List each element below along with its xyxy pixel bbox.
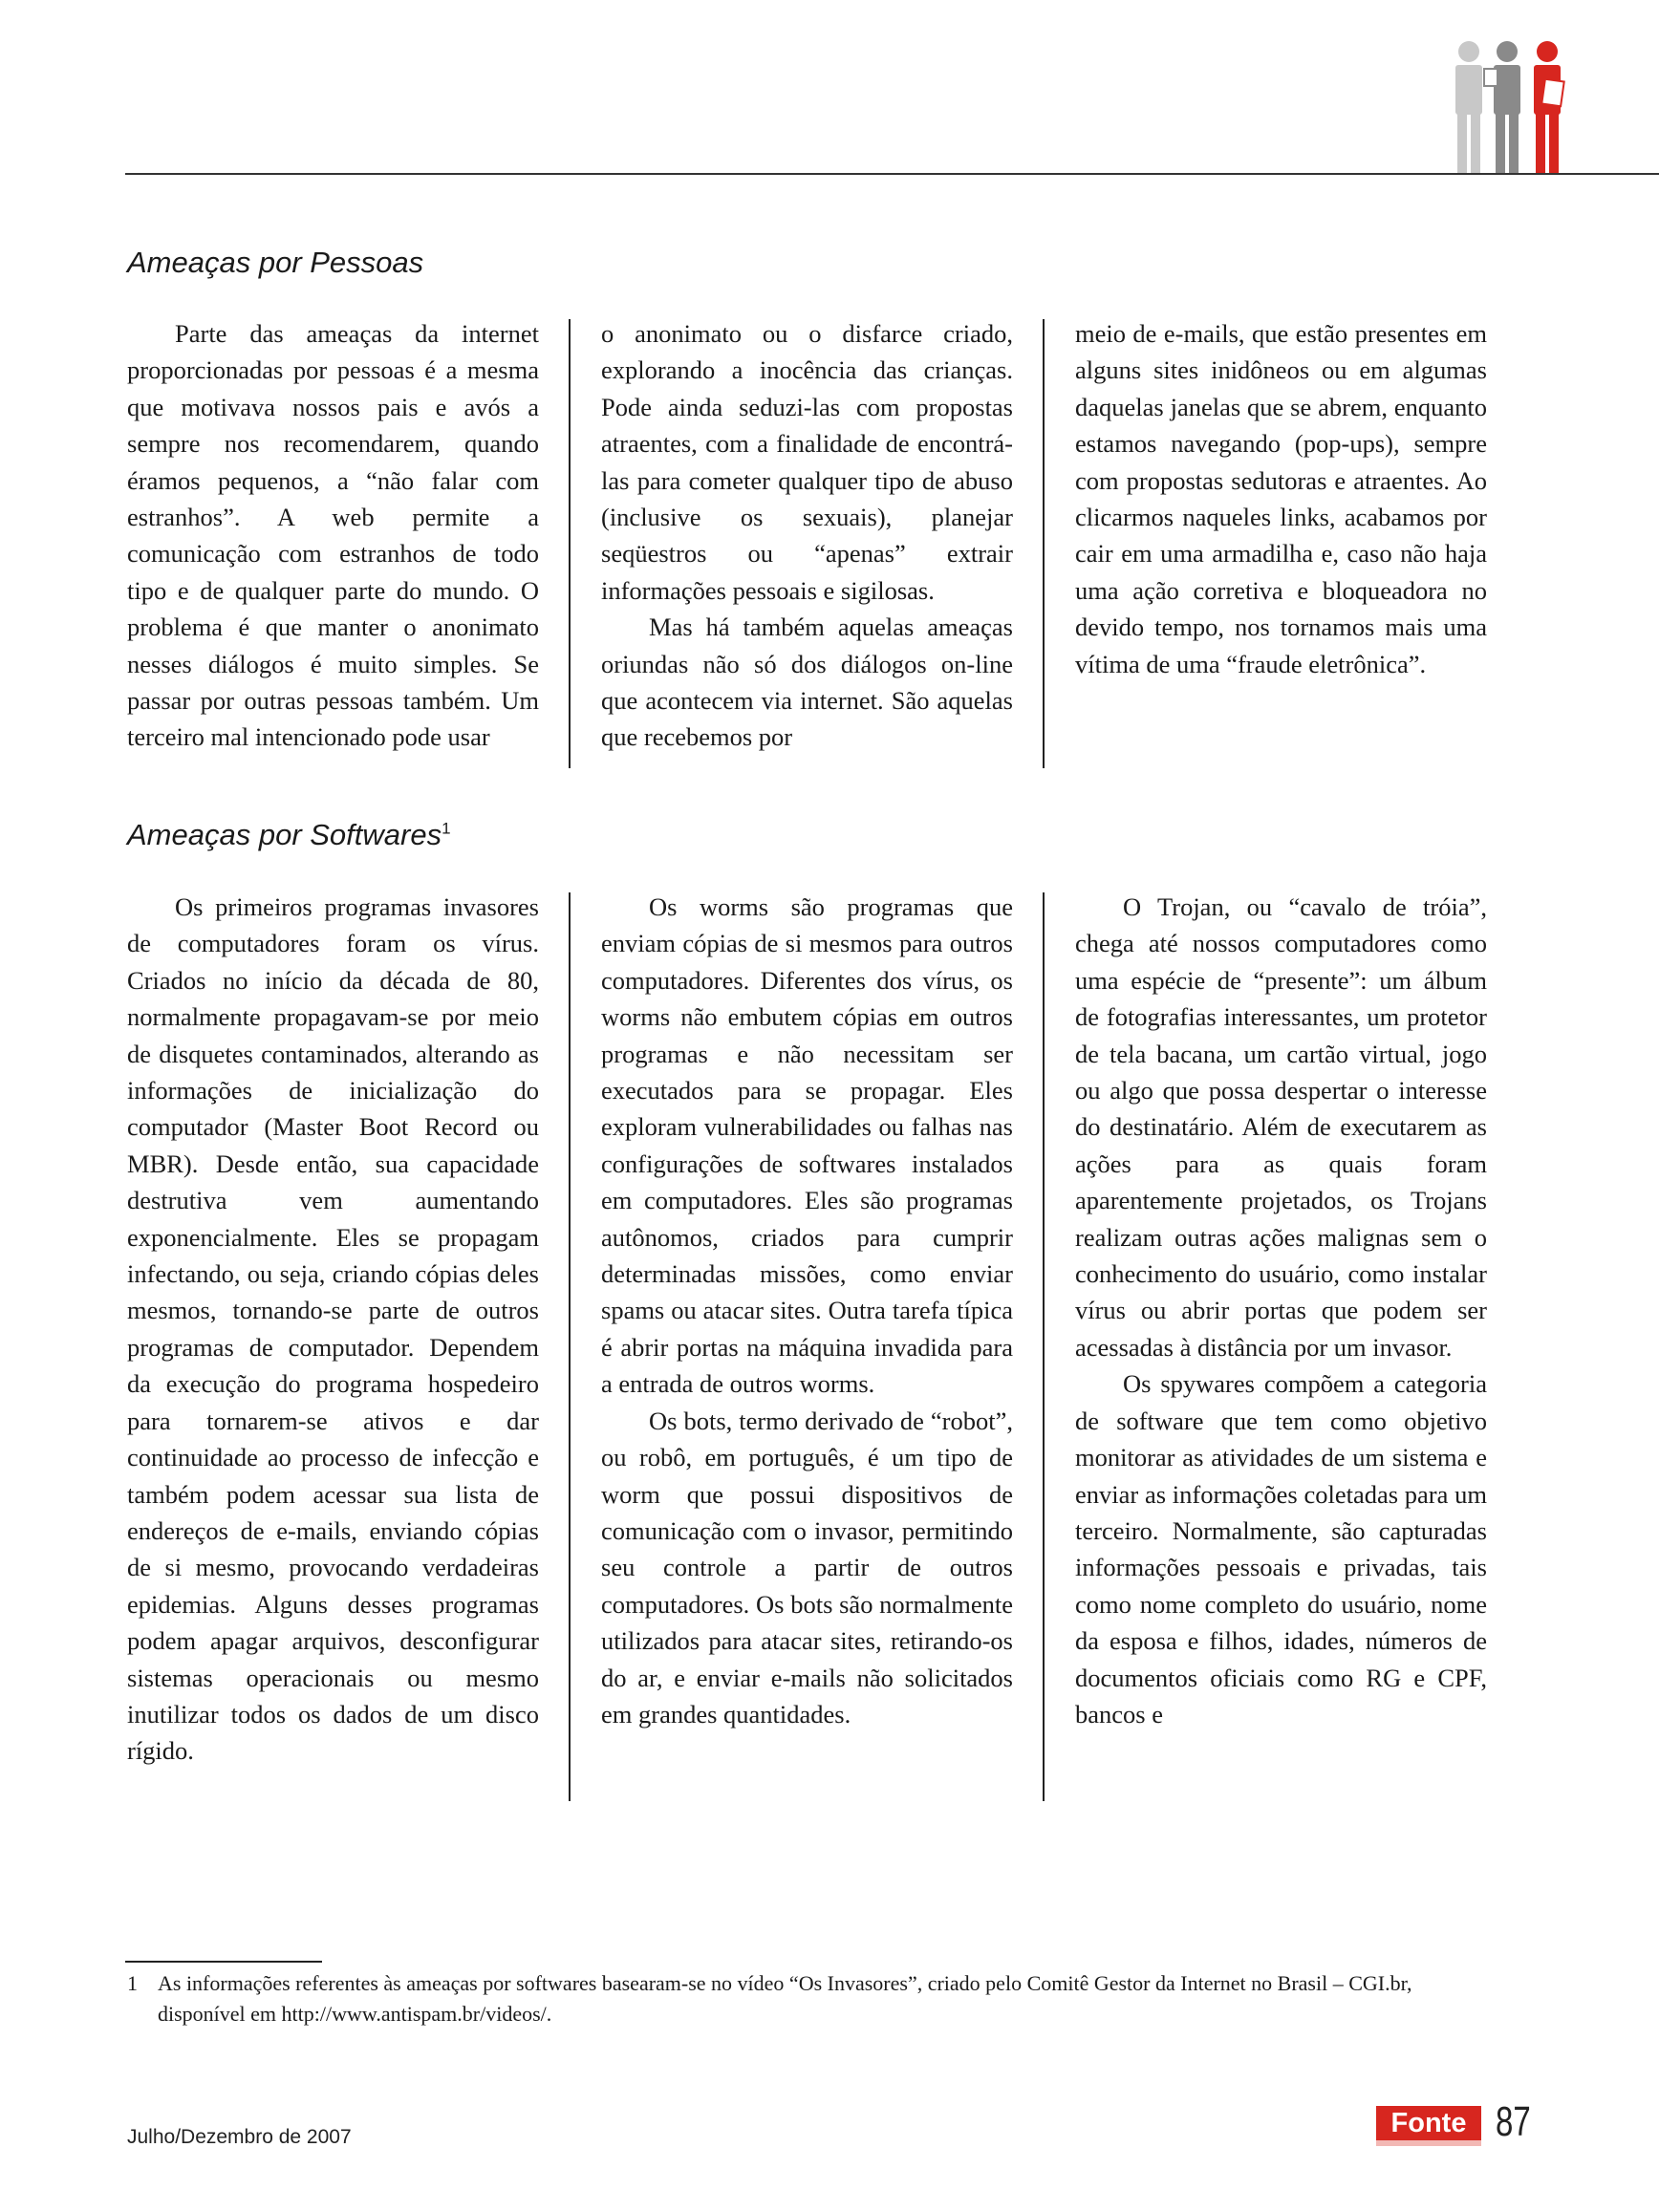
figure-mid-icon bbox=[1494, 41, 1520, 174]
section-title-pessoas: Ameaças por Pessoas bbox=[127, 246, 424, 279]
header-rule bbox=[125, 173, 1659, 175]
paragraph: O Trojan, ou “cavalo de tróia”, chega até nossos computadores como uma espécie de “presente”: um álbum de fotografias interessantes, um protetor de tela bacana, um cartão virtual, jogo ou algo que possa despertar o interesse do destinatário. Além de executarem as ações para as quais foram aparentemente projetados, os Trojans realizam outras ações malignas sem o conhecimento do usuário, como instalar vírus ou abrir portas que podem ser acessadas à distância por um invasor. bbox=[1075, 892, 1487, 1362]
text-column bbox=[127, 889, 539, 1801]
paragraph: Os primeiros programas invasores de computadores foram os vírus. Criados no início da década de 80, normalmente propagavam-se por meio de disquetes contaminados, alterando as informações de inicialização do computador (Master Boot Record ou MBR). Desde então, sua capacidade destrutiva vem aumentando exponencialmente. Eles se propagam infectando, ou seja, criando cópias deles mesmos, tornando-se parte de outros programas de computador. Dependem da execução do programa hospedeiro para tornarem-se ativos e dar continuidade ao processo de infecção e também podem acessar sua lista de endereços de e-mails, enviando cópias de si mesmo, provocando verdadeiras epidemias. Alguns desses programas podem apagar arquivos, desconfigurar sistemas operacionais ou mesmo inutilizar todos os dados de um disco rígido. bbox=[127, 892, 539, 1766]
column-divider bbox=[1013, 889, 1075, 1801]
column-divider bbox=[1013, 315, 1075, 768]
people-figures-logo bbox=[1448, 38, 1582, 177]
paragraph: Os bots, termo derivado de “robot”, ou robô, em português, é um tipo de worm que possui dispositivos de comunicação com o invasor, permitindo seu controle a partir de outros computadores. Os bots são normalmente utilizados para atacar sites, retirando-os do ar, e enviar e-mails não solicitados em grandes quantidades. bbox=[601, 1406, 1013, 1729]
footnote bbox=[127, 1968, 1487, 2029]
paragraph: Os worms são programas que enviam cópias de si mesmos para outros computadores. Diferentes dos vírus, os worms não embutem cópias em outros programas e não necessitam ser executados para se propagar. Eles exploram vulnerabilidades ou falhas nas configurações de softwares instalados em computadores. Eles são programas autônomos, criados para cumprir determinadas missões, como enviar spams ou atacar sites. Outra tarefa típica é abrir portas na máquina invadida para a entrada de outros worms. bbox=[601, 892, 1013, 1399]
footnote-text: As informações referentes às ameaças por softwares basearam-se no vídeo “Os Invasores”, criado pelo Comitê Gestor da Internet no Brasil – CGI.br, disponível em http://www.antispam.br/videos/. bbox=[158, 1971, 1412, 2026]
text-column bbox=[1075, 315, 1487, 768]
issue-date: Julho/Dezembro de 2007 bbox=[127, 2126, 352, 2148]
text-column bbox=[1075, 889, 1487, 1801]
footnote-rule bbox=[125, 1961, 322, 1963]
paragraph: Mas há também aquelas ameaças oriundas não só dos diálogos on-line que acontecem via internet. São aquelas que recebemos por bbox=[601, 612, 1013, 752]
section-softwares-columns bbox=[127, 889, 1487, 1801]
figure-red-icon bbox=[1534, 41, 1561, 174]
figure-light-icon bbox=[1455, 41, 1482, 174]
paragraph: meio de e-mails, que estão presentes em alguns sites inidôneos ou em algumas daquelas janelas que se abrem, enquanto estamos navegando (pop-ups), sempre com propostas sedutoras e atraentes. Ao clicarmos naqueles links, acabamos por cair em uma armadilha e, caso não haja uma ação corretiva e bloqueadora no devido tempo, nos tornamos mais uma vítima de uma “fraude eletrônica”. bbox=[1075, 319, 1487, 678]
paragraph: o anonimato ou o disfarce criado, explorando a inocência das crianças. Pode ainda seduzi-las com propostas atraentes, com a finalidade de encontrá-las para cometer qualquer tipo de abuso (inclusive os sexuais), planejar seqüestros ou “apenas” extrair informações pessoais e sigilosas. bbox=[601, 319, 1013, 605]
section-title-softwares: Ameaças por Softwares$^1$ bbox=[127, 818, 451, 851]
paragraph: Os spywares compõem a categoria de software que tem como objetivo monitorar as atividades de um sistema e enviar as informações coletadas para um terceiro. Normalmente, são capturadas informações pessoais e privadas, tais como nome completo do usuário, nome da esposa e filhos, idades, números de documentos oficiais como RG e CPF, bancos e bbox=[1075, 1369, 1487, 1729]
page-number: 87 bbox=[1496, 2098, 1531, 2145]
footnote-reference: 1 bbox=[442, 819, 451, 838]
column-divider bbox=[539, 889, 601, 1801]
paragraph: Parte das ameaças da internet proporcionadas por pessoas é a mesma que motivava nossos pais e avós a sempre nos recomendarem, quando éramos pequenos, a “não falar com estranhos”. A web permite a comunicação com estranhos de todo tipo e de qualquer parte do mundo. O problema é que manter o anonimato nesses diálogos é muito simples. Se passar por outras pessoas também. Um terceiro mal intencionado pode usar bbox=[127, 319, 539, 752]
text-column bbox=[601, 315, 1013, 768]
text-column bbox=[601, 889, 1013, 1801]
column-divider bbox=[539, 315, 601, 768]
brand-logo: Fonte bbox=[1376, 2106, 1481, 2146]
text-column bbox=[127, 315, 539, 768]
section-pessoas-columns bbox=[127, 315, 1487, 768]
footnote-number: 1 bbox=[127, 1971, 138, 1995]
